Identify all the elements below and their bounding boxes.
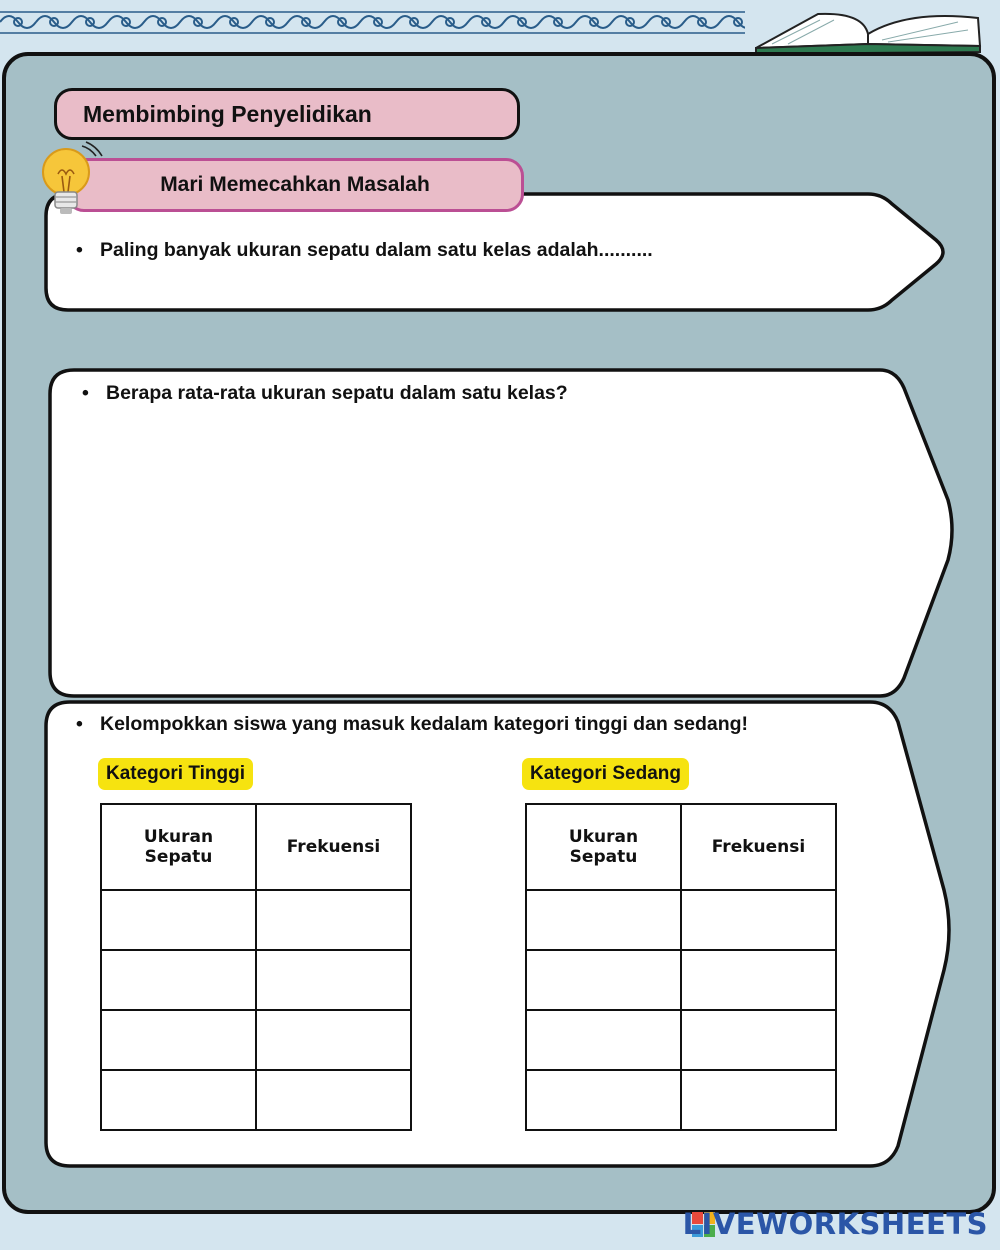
question-1-text: Paling banyak ukuran sepatu dalam satu kelas adalah.......... (100, 239, 653, 261)
table-cell[interactable] (101, 1070, 256, 1130)
table-high-col-frequency: Frekuensi (256, 804, 411, 890)
liveworksheets-watermark: LIVEWORKSHEETS (682, 1207, 988, 1241)
category-high-label: Kategori Tinggi (98, 758, 253, 790)
table-cell[interactable] (526, 950, 681, 1010)
table-cell[interactable] (256, 890, 411, 950)
question-3: • Kelompokkan siswa yang masuk kedalam kategori tinggi dan sedang! (76, 713, 749, 735)
table-medium-col-frequency: Frekuensi (681, 804, 836, 890)
question-2: • Berapa rata-rata ukuran sepatu dalam satu kelas? (82, 382, 568, 404)
table-cell[interactable] (256, 1070, 411, 1130)
table-cell[interactable] (101, 890, 256, 950)
question-1: • Paling banyak ukuran sepatu dalam satu kelas adalah.......... (76, 239, 653, 261)
table-high-col-shoe-size: Ukuran Sepatu (101, 804, 256, 890)
question-2-text: Berapa rata-rata ukuran sepatu dalam satu kelas? (106, 382, 568, 404)
table-cell[interactable] (101, 1010, 256, 1070)
question-3-text: Kelompokkan siswa yang masuk kedalam kategori tinggi dan sedang! (100, 713, 749, 735)
table-medium-col-shoe-size: Ukuran Sepatu (526, 804, 681, 890)
table-cell[interactable] (681, 1010, 836, 1070)
section-subtitle: Mari Memecahkan Masalah (66, 158, 524, 212)
category-medium-label: Kategori Sedang (522, 758, 689, 790)
table-cell[interactable] (256, 950, 411, 1010)
table-cell[interactable] (681, 1070, 836, 1130)
table-cell[interactable] (681, 950, 836, 1010)
lightbulb-icon (36, 140, 106, 222)
table-cell[interactable] (526, 890, 681, 950)
table-cell[interactable] (256, 1010, 411, 1070)
section-title: Membimbing Penyelidikan (54, 88, 520, 140)
answer-box-2 (50, 370, 952, 696)
table-cell[interactable] (526, 1010, 681, 1070)
table-medium (525, 803, 837, 1131)
table-cell[interactable] (101, 950, 256, 1010)
table-high (100, 803, 412, 1131)
table-cell[interactable] (526, 1070, 681, 1130)
table-cell[interactable] (681, 890, 836, 950)
